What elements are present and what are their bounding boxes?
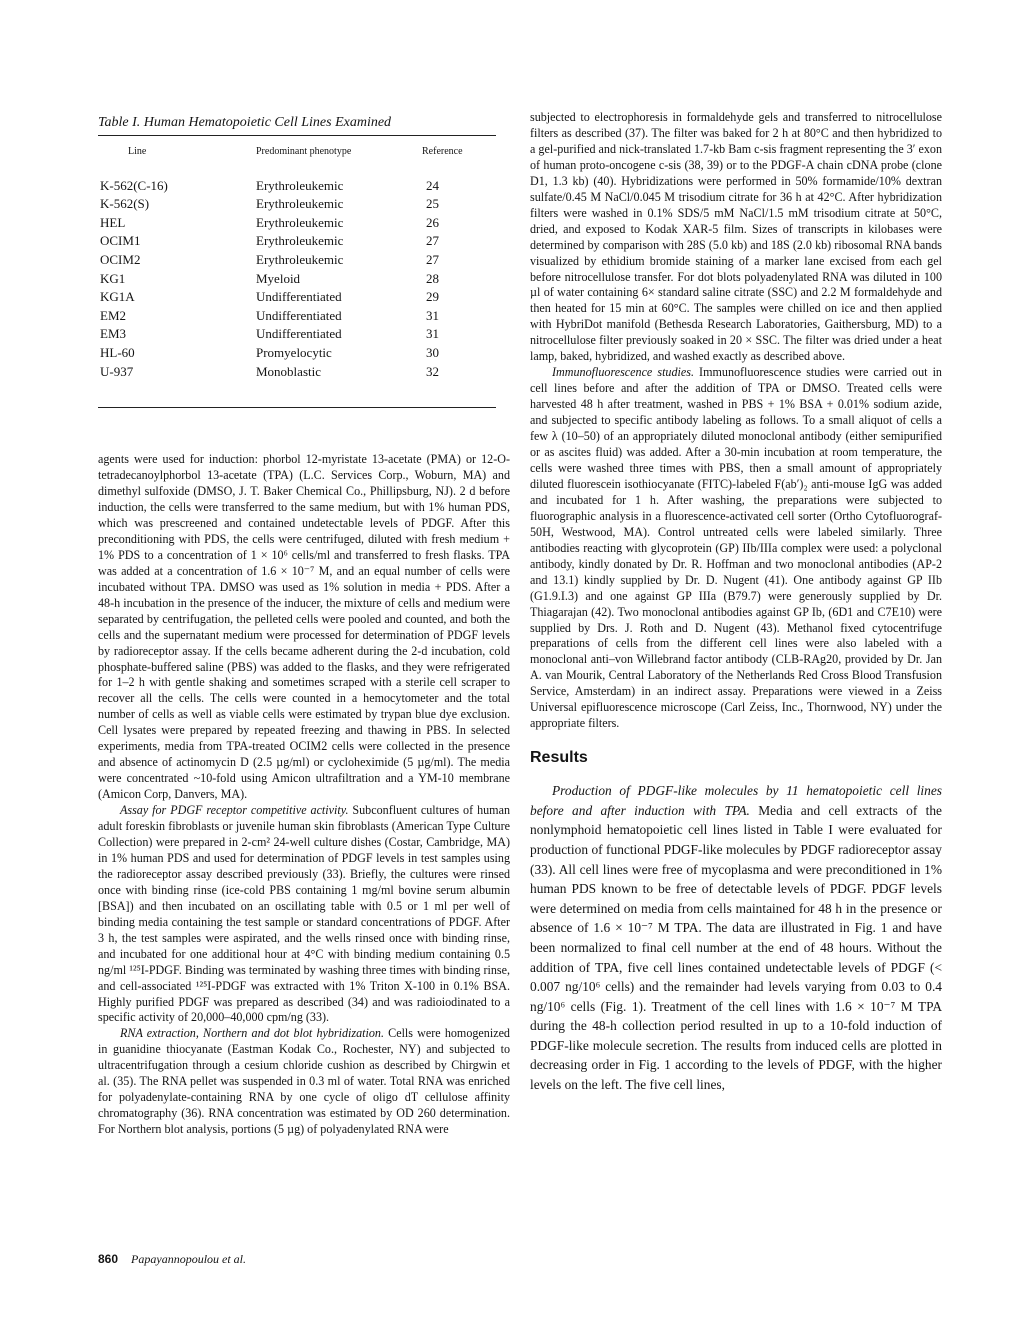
cell-reference: 24	[426, 177, 439, 193]
cell-phenotype: Erythroleukemic	[256, 196, 344, 212]
left-column	[98, 114, 510, 1138]
table-row	[98, 232, 496, 251]
cell-phenotype: Erythroleukemic	[256, 233, 344, 249]
cell-reference: 31	[426, 326, 439, 342]
table-row	[98, 344, 496, 363]
cell-line: U-937	[100, 363, 134, 379]
subsection-heading: Production of PDGF-like molecules by 11 hematopoietic cell lines before and after induction with TPA.	[530, 783, 942, 818]
cell-reference: 29	[426, 289, 439, 305]
cell-lines-table	[98, 136, 496, 381]
table-header-row	[98, 136, 496, 158]
cell-phenotype: Erythroleukemic	[256, 251, 344, 267]
paragraph-text: Subconfluent cultures of human adult foreskin fibroblasts or juvenile human skin fibroblasts (American Type Culture Collection) were prepared in 2-cm² 24-well culture dishes (Costar, Cambridge, MA) in 1% human PDS and used for determination of PDGF levels in test samples using the radioreceptor assay described previously (33). Briefly, the cultures were rinsed once with binding rinse (ice-cold PBS containing 1 mg/ml bovine serum albumin [BSA]) and then incubated on an oscillating table with 0.5 or 1 ml per well of binding media containing the test sample or standard concentrations of PDGF. After 3 h, the test samples were aspirated, and the wells rinsed once with binding rinse, and incubated for one additional hour at 4°C with binding medium containing 0.5 ng/ml ¹²⁵I-PDGF. Binding was terminated by washing three times with binding rinse, and cell-associated ¹²⁵I-PDGF was extracted with 1% Triton X-100 in 0.1% BSA. Highly purified PDGF was prepared as described (34) and was radioiodinated to a specific activity of 20,000–40,000 cpm/ng (33).	[98, 803, 510, 1025]
cell-reference: 32	[426, 363, 439, 379]
column-header-phenotype: Predominant phenotype	[256, 145, 352, 157]
table-row	[98, 288, 496, 307]
receptor-assay-paragraph	[98, 803, 510, 1026]
methods-induction-paragraph: agents were used for induction: phorbol 12-myristate 13-acetate (PMA) or 12-O-tetradecanoylphorbol 13-acetate (TPA) (L.C. Services Corp., Woburn, MA) and dimethyl sulfoxide (DMSO, J. T. Baker Chemical Co., Phillipsburg, NJ). 2 d before induction, the cells were transferred to the same medium, but with 1% human PDS, which was prescreened and contained undetectable levels of PDGF. After this preconditioning with PDS, the cells were centrifuged, diluted with fresh medium + 1% PDS to a concentration of 1 × 10⁶ cells/ml and transferred to fresh flasks. TPA was added at a concentration of 1.6 × 10⁻⁷ M, and an equal number of cells were incubated without TPA. DMSO was used as 1% solution in media + PDS. After a 48-h incubation in the presence of the inducer, the mixture of cells and medium were separated by centrifugation, the pelleted cells were pooled and counted, and both the cells and the supernatant medium were processed for determination of PDGF levels by radioreceptor assay. If the cells became adherent during the 2-d incubation, cold phosphate-buffered saline (PBS) was added to the flasks, and they were refrigerated for 1–2 h with gentle shaking and sometimes scraped with a sterile cell scraper to recover all the cells. The cells were counted in a hemocytometer and the total number of cells as well as viable cells were estimated by trypan blue dye exclusion. Cell lysates were prepared by repeated freezing and thawing in PBS. In selected experiments, media from TPA-treated OCIM2 cells were collected in the presence and absence of actinomycin D (2.5 µg/ml) or cycloheximide (5 µg/ml). The media were concentrated ~10-fold using Amicon ultrafiltration and a YM-10 membrane (Amicon Corp, Danvers, MA).	[98, 452, 510, 802]
page-footer	[98, 1252, 246, 1267]
column-header-reference: Reference	[422, 145, 463, 157]
hybridization-paragraph: subjected to electrophoresis in formaldehyde gels and transferred to nitrocellulose filters as described (37). The filter was baked for 2 h at 80°C and then hybridized to a gel-purified and nick-translated 1.7-kb Bam c-sis fragment representing the 3′ exon of human proto-oncogene c-sis (38, 39) or to the PDGF-A chain cDNA probe (clone D1, 1.3 kb) (40). Hybridizations were performed in 50% formamide/10% dextran sulfate/0.45 M NaCl/0.045 M trisodium citrate for 36 h at 42°C. After hybridization filters were washed in 0.1% SDS/5 mM NaCl/1.5 mM trisodium citrate at 50°C, dried, and exposed to Kodak XAR-5 film. Sizes of transcripts in kilobases were determined by comparison with 28S (5.0 kb) and 18S (2.0 kb) ribosomal RNA bands visualized by ethidium bromide staining of a marker lane excised from each gel before nitrocellulose transfer. For dot blots polyadenylated RNA was diluted in 100 µl of water containing 6× standard saline citrate (SSC) and 2.2 M formaldehyde and then heated for 15 min at 60°C. The samples were chilled on ice and then applied with HybriDot manifold (Bethesda Research Laboratories, Gaithersburg, MD) to a nitrocellulose filter previously soaked in 20 × SSC. The filter was dried under a heat lamp, baked, hybridized, and washed exactly as described above.	[530, 110, 942, 364]
paragraph-text: Immunofluorescence studies were carried out in cell lines before and after the addition of TPA or DMSO. Treated cells were harvested 48 h after treatment, washed in PBS + 1% BSA + 0.01% sodium azide, and subjected to specific antibody labeling as follows. To a small aliquot of cells a few λ (10–50) of an appropriately diluted monoclonal antibody (either semipurified or as ascites fluid) was added. After a 30-min incubation at room temperature, the cells were washed three times with PBS, then a small amount of appropriately diluted fluorescein isothiocyanate (FITC)-labeled F(ab′)₂ anti-mouse IgG was added and incubated for 1 h. After washing, the preparations were subjected to fluorographic analysis in a fluorescence-activated cell sorter (Ortho Cytofluorograf-50H, Westwood, MA). Control untreated cells were labeled similarly. Three antibodies reacting with glycoprotein (GP) IIb/IIIa complex were used: a polyclonal antibody, kindly donated by Dr. R. Hoffman and two monoclonal antibodies (AP-2 and 13.1) kindly supplied by Dr. D. Nugent (41). One antibody against GP IIb (G1.9.I.3) and one against GP IIIa (B79.7) were generously supplied by Dr. Thiagarajan (42). Two monoclonal antibodies against GP Ib, (6D1 and C7E10) were supplied by Drs. J. Roth and D. Nugent (43). Methanol fixed cytocentrifuge preparations of cells from the different cell lines were also labeled with a monoclonal anti–von Willebrand factor antibody (CLB-RAg20, provided by Dr. Jan A. van Mourik, Central Laboratory of the Netherlands Red Cross Blood Transfusion Service, Amsterdam) in an indirect assay. Preparations were viewed in a Zeiss Universal epifluorescence microscope (Carl Zeiss, Inc., Thornwood, NY) under the appropriate filters.	[530, 365, 942, 731]
paragraph-text: Media and cell extracts of the nonlymphoid hematopoietic cell lines listed in Table I were evaluated for production of functional PDGF-like molecules by PDGF radioreceptor assay (33). All cell lines were free of mycoplasma and were preconditioned in 1% human PDS known to be free of detectable levels of PDGF. PDGF levels were determined on media from cells maintained for 48 h in the presence or absence of 1.6 × 10⁻⁷ M TPA. The data are illustrated in Fig. 1 and have been normalized to final cell number at the end of 48 hours. Without the addition of TPA, five cell lines contained undetectable levels of PDGF (< 0.007 ng/10⁶ cells) and the remainder had levels varying from 0.03 to 0.4 ng/10⁶ cells (Fig. 1). Treatment of the cell lines with 1.6 × 10⁻⁷ M TPA during the 48-h collection period resulted in up to a 10-fold induction of PDGF-like molecule secretion. The results from induced cells are plotted in decreasing order in Fig. 1 according to the levels of PDGF, with the higher levels on the left. The five cell lines,	[530, 802, 943, 1093]
cell-reference: 31	[426, 307, 439, 323]
cell-line: KG1	[100, 270, 126, 286]
cell-line: K-562(C-16)	[100, 177, 168, 193]
cell-reference: 28	[426, 270, 439, 286]
cell-reference: 25	[426, 196, 439, 212]
running-authors: Papayannopoulou et al.	[131, 1252, 247, 1266]
cell-reference: 27	[426, 233, 439, 249]
table-bottom-rule	[98, 407, 496, 408]
cell-line: EM2	[100, 307, 126, 323]
results-heading: Results	[530, 749, 588, 767]
cell-phenotype: Myeloid	[256, 270, 301, 286]
rna-extraction-paragraph	[98, 1026, 510, 1138]
cell-line: HL-60	[100, 344, 135, 360]
table-row	[98, 195, 496, 214]
table-row	[98, 270, 496, 289]
table-title: Table I. Human Hematopoietic Cell Lines Examined	[98, 115, 392, 130]
cell-line: HEL	[100, 214, 126, 230]
results-paragraph	[530, 781, 942, 1095]
cell-reference: 27	[426, 251, 439, 267]
column-header-line: Line	[128, 145, 147, 157]
table-row	[98, 325, 496, 344]
cell-reference: 30	[426, 344, 439, 360]
table-row	[98, 177, 496, 196]
cell-phenotype: Monoblastic	[256, 363, 321, 379]
cell-phenotype: Undifferentiated	[256, 326, 342, 342]
right-column	[530, 110, 942, 1095]
cell-phenotype: Erythroleukemic	[256, 177, 344, 193]
cell-line: K-562(S)	[100, 196, 150, 212]
table-row	[98, 307, 496, 326]
subsection-heading: RNA extraction, Northern and dot blot hybridization.	[120, 1026, 384, 1041]
paragraph-text: Cells were homogenized in guanidine thiocyanate (Eastman Kodak Co., Rochester, NY) and subjected to ultracentrifugation through a cesium chloride cushion as described by Chirgwin et al. (35). The RNA pellet was suspended in 0.3 ml of water. Total RNA was enriched for polyadenylate-containing RNA by one cycle of oligo dT cellulose affinity chromatography (36). RNA concentration was estimated by OD 260 determination. For Northern blot analysis, portions (5 µg) of polyadenylated RNA were	[98, 1026, 510, 1137]
table-row	[98, 363, 496, 382]
cell-phenotype: Undifferentiated	[256, 289, 342, 305]
subsection-heading: Assay for PDGF receptor competitive activity.	[120, 803, 349, 818]
cell-line: OCIM1	[100, 233, 141, 249]
table-row	[98, 251, 496, 270]
subsection-heading: Immunofluorescence studies.	[552, 365, 694, 380]
immunofluorescence-paragraph	[530, 365, 942, 732]
cell-line: OCIM2	[100, 251, 141, 267]
cell-line: KG1A	[100, 289, 135, 305]
cell-phenotype: Undifferentiated	[256, 307, 342, 323]
cell-phenotype: Promyelocytic	[256, 344, 332, 360]
table-row	[98, 214, 496, 233]
page-number: 860	[98, 1252, 119, 1266]
cell-phenotype: Erythroleukemic	[256, 214, 344, 230]
cell-reference: 26	[426, 214, 439, 230]
cell-line: EM3	[100, 326, 126, 342]
